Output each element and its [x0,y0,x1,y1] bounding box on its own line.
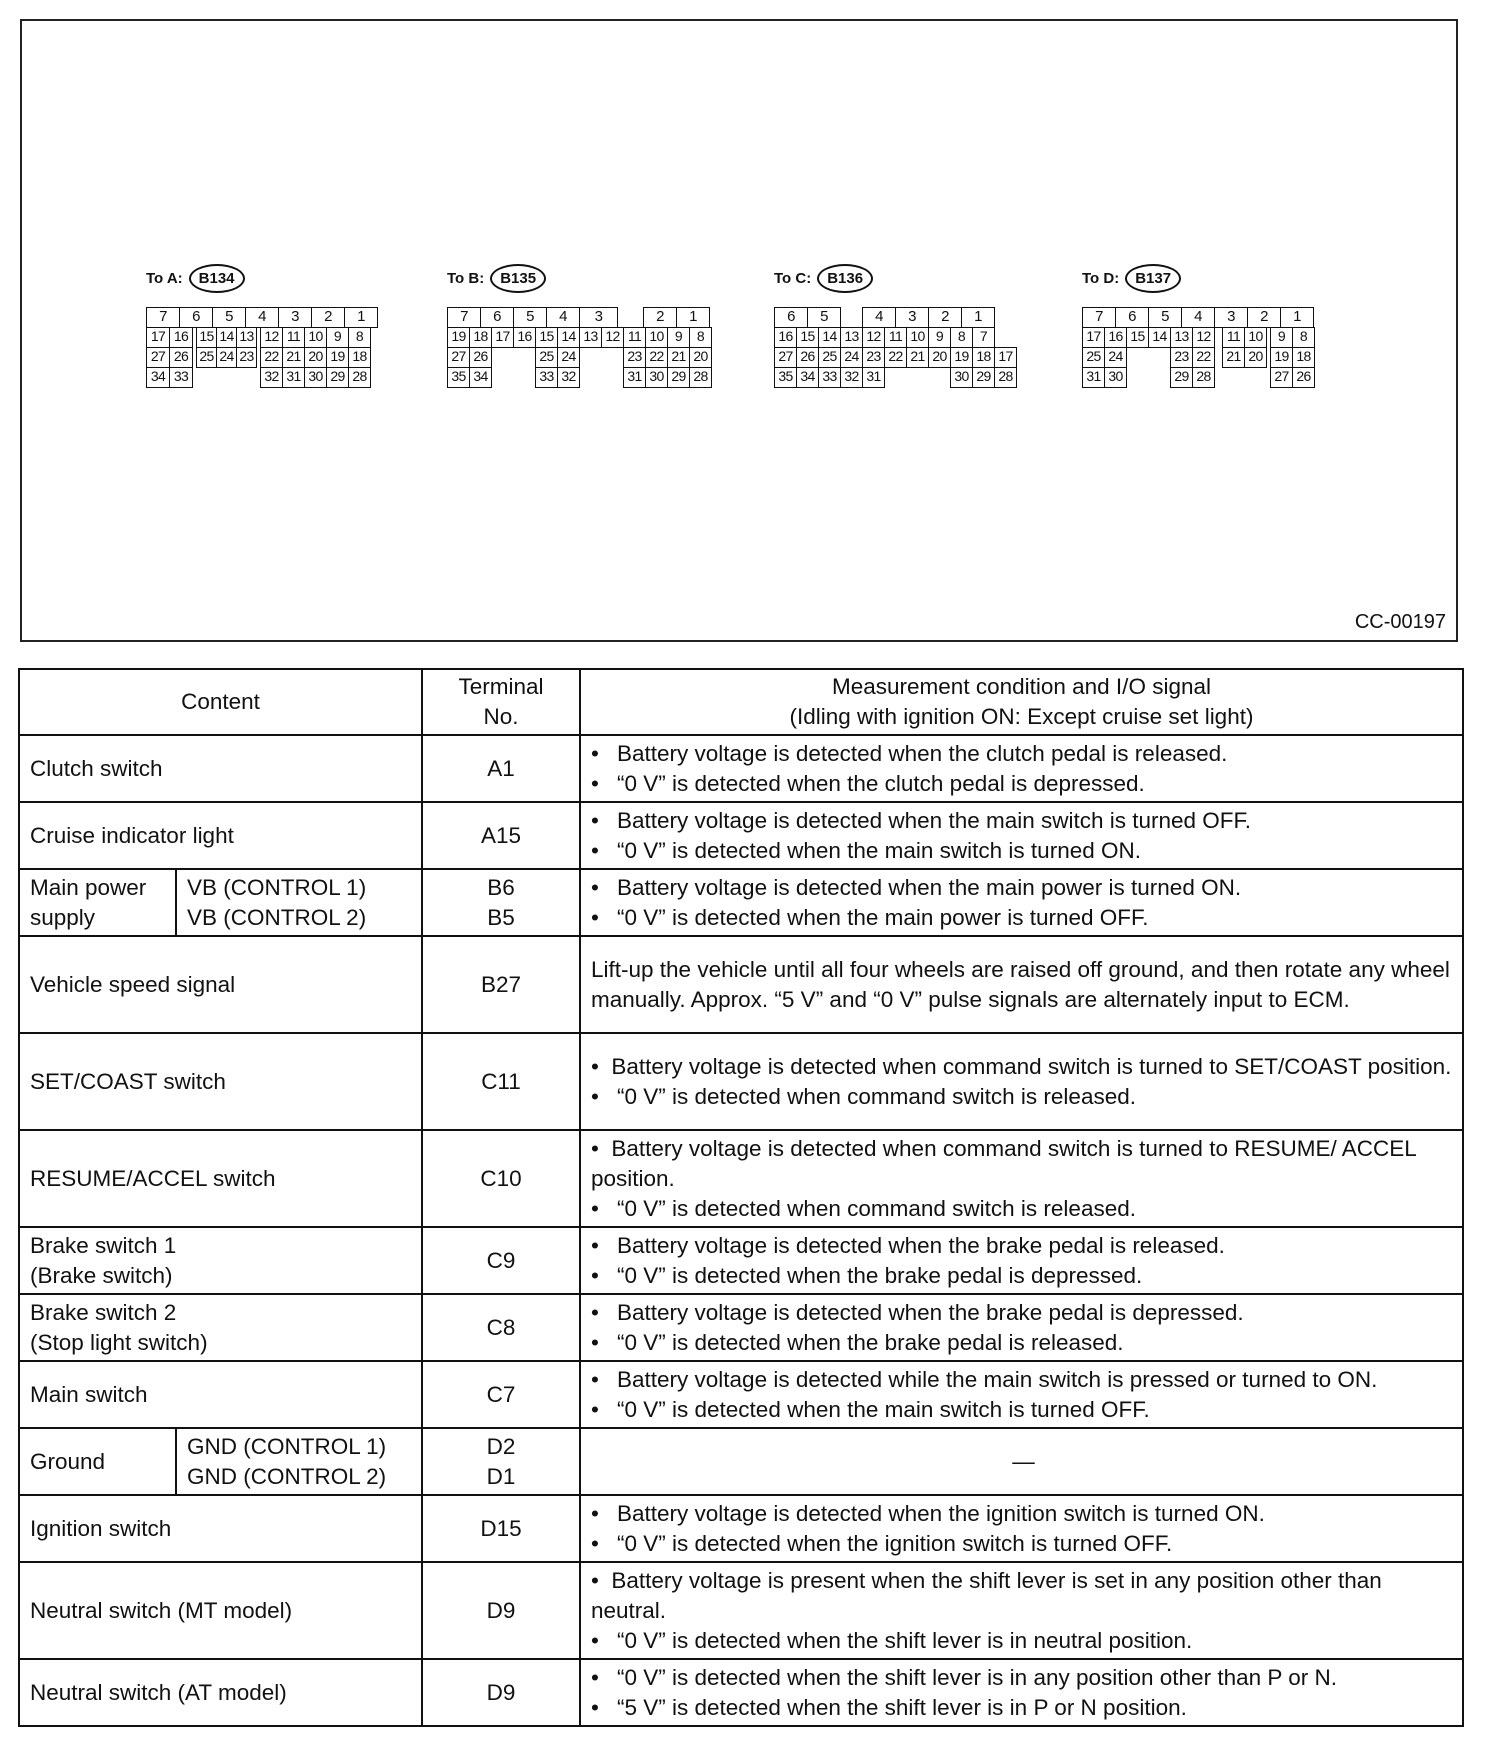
connector-d [1082,264,1322,404]
row-terminal: B27 [422,936,580,1033]
connector-prefix: To A: [146,270,183,287]
connector-pin: 27 [1270,367,1293,388]
connector-pin: 14 [557,327,580,348]
row-content-line: (Brake switch) [30,1262,173,1288]
connector-pin: 25 [535,347,558,368]
connector-pin: 25 [1082,347,1105,368]
row-condition [580,802,1463,869]
connector-pin: 30 [950,367,973,388]
connector-pin: 1 [961,307,995,328]
connector-pin: 8 [950,327,973,348]
connector-pin: 2 [311,307,345,328]
connector-pin: 35 [774,367,797,388]
terminal-table [18,668,1464,1727]
row-content: Clutch switch [19,735,422,802]
condition-line: • “0 V” is detected when the shift lever is in any position other than P or N. [591,1663,1456,1693]
condition-line: • Battery voltage is detected when the main power is turned ON. [591,873,1456,903]
table-row [19,1294,1463,1361]
header-condition-line2: (Idling with ignition ON: Except cruise set light) [789,704,1254,729]
row-content: SET/COAST switch [19,1033,422,1130]
connector-pin: 17 [1082,327,1105,348]
row-content [19,869,176,936]
connector-pin: 5 [212,307,246,328]
connector-pin: 28 [689,367,712,388]
condition-line: • Battery voltage is detected when the brake pedal is released. [591,1231,1456,1261]
terminal-line: D2 [486,1433,516,1459]
condition-line: • “0 V” is detected when command switch is released. [591,1194,1456,1224]
connector-pin: 4 [862,307,896,328]
connector-pin: 27 [774,347,797,368]
row-content-line: supply [30,904,96,930]
row-terminal [422,1428,580,1495]
condition-line: • “0 V” is detected when the main switch is turned OFF. [591,1395,1456,1425]
connector-pin: 24 [557,347,580,368]
row-content [19,1227,422,1294]
connector-pin: 15 [535,327,558,348]
connector-pin: 33 [818,367,841,388]
row-condition [580,1562,1463,1659]
connector-prefix: To D: [1082,270,1120,287]
row-terminal: D9 [422,1562,580,1659]
connector-pin: 33 [535,367,558,388]
connector-pin: 22 [884,347,907,368]
connector-pin: 35 [447,367,470,388]
connector-pin: 6 [774,307,808,328]
row-terminal: C11 [422,1033,580,1130]
connector-label [447,264,546,293]
row-sub-line: VB (CONTROL 1) [187,874,367,900]
connector-pin: 5 [807,307,841,328]
connector-pin: 3 [895,307,929,328]
connector-pin: 4 [546,307,580,328]
connector-pin: 32 [557,367,580,388]
connector-pin: 30 [304,367,327,388]
table-row [19,1227,1463,1294]
connector-pin: 19 [1270,347,1293,368]
condition-line: • Battery voltage is detected when the clutch pedal is released. [591,739,1456,769]
connector-pin: 10 [1244,327,1267,348]
connector-pin: 17 [146,327,170,348]
row-condition [580,869,1463,936]
table-row [19,869,1463,936]
connector-prefix: To C: [774,270,812,287]
connector-pin: 18 [1292,347,1315,368]
connector-pin: 11 [1222,327,1245,348]
connector-pin: 20 [1244,347,1267,368]
row-sub-content [176,869,422,936]
connector-pin: 9 [928,327,951,348]
connector-pin: 14 [1148,327,1171,348]
connector-pin: 29 [667,367,690,388]
connector-pin: 29 [1170,367,1193,388]
table-row [19,1130,1463,1227]
connector-pin: 6 [1115,307,1149,328]
header-terminal-line2: No. [483,704,519,729]
connector-pin: 8 [348,327,371,348]
connector-pin: 31 [1082,367,1105,388]
connector-pin: 6 [179,307,213,328]
row-condition [580,1294,1463,1361]
connector-b [447,264,717,404]
connector-pin: 26 [796,347,819,368]
connector-c [774,264,1024,404]
connector-pin: 22 [260,347,283,368]
connector-figure [20,19,1458,642]
row-content-line: Brake switch 1 [30,1232,177,1258]
condition-line: • Battery voltage is detected when command switch is turned to SET/COAST position. [591,1053,1452,1079]
connector-pin: 11 [282,327,305,348]
connector-pin: 17 [491,327,514,348]
condition-line-text: Battery voltage is detected when command switch is turned to RESUME/ ACCEL position. [591,1135,1416,1191]
table-row [19,1033,1463,1130]
connector-pin: 6 [480,307,514,328]
connector-pin: 1 [1280,307,1314,328]
condition-line-text: Battery voltage is detected when command switch is turned to SET/COAST position. [611,1053,1452,1079]
connector-pin: 7 [146,307,180,328]
connector-pin: 1 [676,307,710,328]
row-content: Main switch [19,1361,422,1428]
connector-id-badge: B137 [1125,264,1181,293]
connector-pin: 11 [623,327,646,348]
row-terminal: D9 [422,1659,580,1726]
connector-pin: 23 [1170,347,1193,368]
table-header-row [19,669,1463,735]
connector-pin: 7 [1082,307,1116,328]
connector-pin: 21 [906,347,929,368]
connector-pin: 23 [236,347,257,368]
row-terminal: C8 [422,1294,580,1361]
connector-label [1082,264,1181,293]
row-content [19,1294,422,1361]
table-row [19,735,1463,802]
connector-pin: 13 [236,327,257,348]
row-content: Ignition switch [19,1495,422,1562]
connector-prefix: To B: [447,270,485,287]
table-row [19,1562,1463,1659]
header-terminal-line1: Terminal [458,674,544,699]
connector-pin: 3 [278,307,312,328]
connector-id-badge: B135 [490,264,546,293]
row-sub-line: GND (CONTROL 2) [187,1463,387,1489]
connector-pin: 24 [840,347,863,368]
connector-pin: 20 [689,347,712,368]
connector-pin: 9 [667,327,690,348]
condition-line: • “0 V” is detected when the brake pedal is released. [591,1328,1456,1358]
connector-pin: 2 [928,307,962,328]
connector-pin: 3 [579,307,618,328]
connector-pin: 7 [972,327,995,348]
row-condition [580,936,1463,1033]
connector-pin: 16 [169,327,193,348]
row-content: Cruise indicator light [19,802,422,869]
terminal-line: B5 [487,904,515,930]
row-condition [580,1495,1463,1562]
table-row [19,1361,1463,1428]
row-content-line: (Stop light switch) [30,1329,208,1355]
condition-line: • Battery voltage is detected when the main switch is turned OFF. [591,806,1456,836]
connector-pin: 21 [1222,347,1245,368]
connector-pin: 2 [1247,307,1281,328]
connector-pin: 24 [216,347,237,368]
connector-pin: 9 [326,327,349,348]
condition-line: • Battery voltage is detected when the brake pedal is depressed. [591,1298,1456,1328]
condition-line: • “0 V” is detected when the ignition switch is turned OFF. [591,1529,1456,1559]
connector-pin: 7 [447,307,481,328]
condition-line: • Battery voltage is present when the shift lever is set in any position other than neutral. [591,1567,1382,1623]
row-content: Neutral switch (AT model) [19,1659,422,1726]
header-terminal [422,669,580,735]
row-content: Vehicle speed signal [19,936,422,1033]
connector-pin: 28 [994,367,1017,388]
connector-pin: 27 [447,347,470,368]
connector-pin: 23 [862,347,885,368]
condition-line: • “5 V” is detected when the shift lever is in P or N position. [591,1693,1456,1723]
connector-pin: 17 [994,347,1017,368]
row-terminal [422,869,580,936]
header-condition-line1: Measurement condition and I/O signal [832,674,1211,699]
row-terminal: D15 [422,1495,580,1562]
connector-pin: 8 [1292,327,1315,348]
connector-pin: 25 [196,347,217,368]
connector-pin: 5 [1148,307,1182,328]
connector-pin: 34 [796,367,819,388]
connector-pin: 18 [972,347,995,368]
condition-line: • “0 V” is detected when the shift lever is in neutral position. [591,1626,1456,1656]
connector-pin: 30 [1104,367,1127,388]
connector-pin: 14 [818,327,841,348]
row-terminal: C10 [422,1130,580,1227]
connector-label [774,264,873,293]
connector-pin: 31 [282,367,305,388]
table-row [19,1428,1463,1495]
row-condition [580,1659,1463,1726]
connector-pin: 13 [579,327,602,348]
connector-pin: 11 [884,327,907,348]
connector-pin: 22 [1192,347,1215,368]
condition-line: • “0 V” is detected when the clutch pedal is depressed. [591,769,1456,799]
connector-pin: 16 [1104,327,1127,348]
connector-pin: 34 [146,367,170,388]
header-content: Content [19,669,422,735]
condition-line: • Battery voltage is detected when command switch is turned to RESUME/ ACCEL position. [591,1135,1416,1191]
connector-id-badge: B134 [189,264,245,293]
connector-pin: 5 [513,307,547,328]
connector-pin: 28 [1192,367,1215,388]
connector-pin: 10 [304,327,327,348]
connector-pin: 14 [216,327,237,348]
connector-pin: 31 [623,367,646,388]
connector-pin: 12 [862,327,885,348]
condition-line: • “0 V” is detected when command switch is released. [591,1082,1456,1112]
connector-pin: 34 [469,367,492,388]
connector-pin: 29 [972,367,995,388]
row-condition [580,1361,1463,1428]
row-condition [580,1033,1463,1130]
connector-pin: 19 [326,347,349,368]
row-content: Neutral switch (MT model) [19,1562,422,1659]
row-condition [580,1130,1463,1227]
connector-pin: 32 [260,367,283,388]
connector-pin: 33 [169,367,193,388]
connector-pin: 4 [1181,307,1215,328]
connector-pin: 13 [840,327,863,348]
condition-line: • Battery voltage is detected while the main switch is pressed or turned to ON. [591,1365,1456,1395]
row-sub-content [176,1428,422,1495]
connector-pin: 10 [906,327,929,348]
connector-pin: 13 [1170,327,1193,348]
connector-pin: 26 [169,347,193,368]
table-row [19,1659,1463,1726]
condition-line: • “0 V” is detected when the main power is turned OFF. [591,903,1456,933]
condition-line-text: Battery voltage is present when the shift lever is set in any position other than neutral. [591,1567,1382,1623]
row-terminal: A1 [422,735,580,802]
connector-a [146,264,386,404]
row-content: Ground [19,1428,176,1495]
row-condition [580,1227,1463,1294]
connector-pin: 1 [344,307,378,328]
connector-pin: 18 [469,327,492,348]
connector-pin: 31 [862,367,885,388]
row-terminal: C7 [422,1361,580,1428]
connector-pin: 21 [282,347,305,368]
row-sub-line: VB (CONTROL 2) [187,904,367,930]
connector-pin: 15 [196,327,217,348]
terminal-line: B6 [487,874,515,900]
connector-pin: 20 [304,347,327,368]
connector-pin: 12 [601,327,624,348]
connector-pin: 29 [326,367,349,388]
connector-pin: 15 [1126,327,1149,348]
table-row [19,802,1463,869]
condition-line: • “0 V” is detected when the brake pedal is depressed. [591,1261,1456,1291]
row-terminal: C9 [422,1227,580,1294]
connector-pin: 27 [146,347,170,368]
connector-pin: 26 [469,347,492,368]
row-content-line: Brake switch 2 [30,1299,177,1325]
row-content-line: Main power [30,874,147,900]
connector-pin: 28 [348,367,371,388]
row-condition: — [580,1428,1463,1495]
connector-pin: 16 [513,327,536,348]
row-content: RESUME/ACCEL switch [19,1130,422,1227]
header-condition [580,669,1463,735]
connector-pin: 22 [645,347,668,368]
table-row [19,936,1463,1033]
row-sub-line: GND (CONTROL 1) [187,1433,387,1459]
connector-pin: 26 [1292,367,1315,388]
connector-pin: 12 [1192,327,1215,348]
connector-pin: 19 [447,327,470,348]
connector-pin: 16 [774,327,797,348]
connector-pin: 21 [667,347,690,368]
connector-pin: 19 [950,347,973,368]
connector-pin: 23 [623,347,646,368]
terminal-line: D1 [486,1463,516,1489]
row-condition [580,735,1463,802]
connector-pin: 25 [818,347,841,368]
condition-line: • Battery voltage is detected when the ignition switch is turned ON. [591,1499,1456,1529]
figure-code: CC-00197 [1354,611,1446,633]
connector-pin: 24 [1104,347,1127,368]
connector-pin: 12 [260,327,283,348]
condition-text: Lift-up the vehicle until all four wheels are raised off ground, and then rotate any wheel manually. Approx. “5 V” and “0 V” pulse signals are alternately input to ECM. [591,956,1450,1012]
connector-pin: 3 [1214,307,1248,328]
row-terminal: A15 [422,802,580,869]
connector-pin: 18 [348,347,371,368]
connector-pin: 8 [689,327,712,348]
connector-pin: 30 [645,367,668,388]
table-row [19,1495,1463,1562]
connector-pin: 32 [840,367,863,388]
connector-id-badge: B136 [817,264,873,293]
connector-pin: 10 [645,327,668,348]
connector-pin: 9 [1270,327,1293,348]
connector-label [146,264,245,293]
connector-pin: 15 [796,327,819,348]
connector-pin: 4 [245,307,279,328]
condition-line: • “0 V” is detected when the main switch is turned ON. [591,836,1456,866]
connector-pin: 2 [643,307,677,328]
connector-pin: 20 [928,347,951,368]
